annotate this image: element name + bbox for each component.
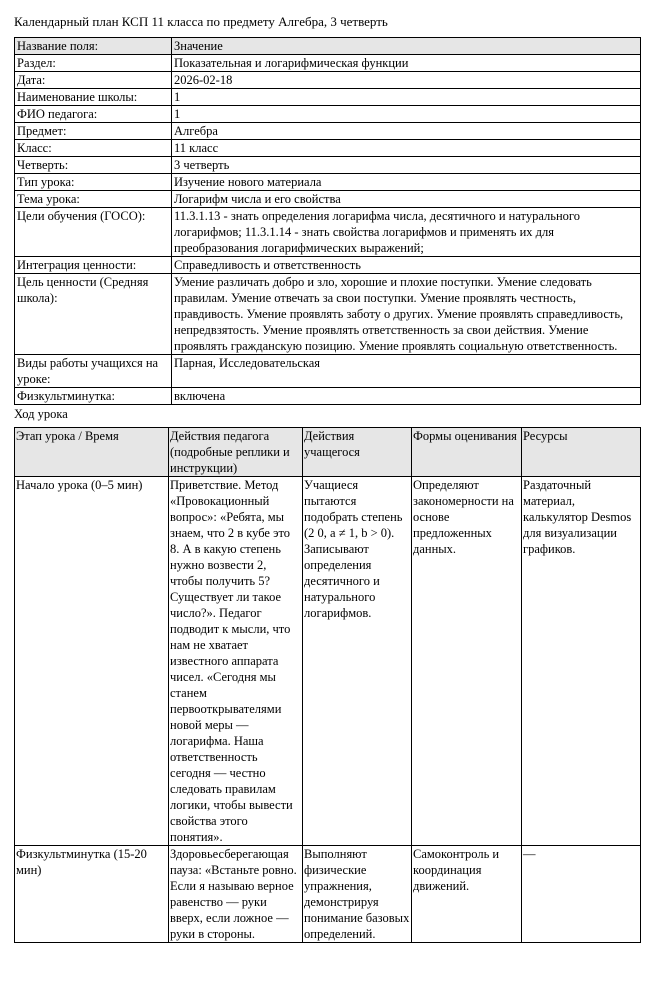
info-value: Логарифм числа и его свойства: [172, 191, 641, 208]
info-value: Умение различать добро и зло, хорошие и плохие поступки. Умение следовать правилам. Умение отвечать за свои поступки. Умение проявлять честность, правдивость. Умение проявлять заботу о других. Умение проявлять справедливость, непредвзятость. Умение проявлять ответственность за свои действия. Умение проявлять гражданскую позицию. Умение проявлять социальную ответственность.: [172, 274, 641, 355]
info-row: [15, 191, 641, 208]
info-value: 11.3.1.13 - знать определения логарифма числа, десятичного и натурального логарифмов; 11.3.1.14 - знать свойства логарифмов и применять их для преобразования логарифмических выражений;: [172, 208, 641, 257]
info-row: [15, 174, 641, 191]
info-row: [15, 388, 641, 405]
info-header-row: [15, 38, 641, 55]
info-label: Класс:: [15, 140, 172, 157]
plan-header-students: Действия учащегося: [303, 428, 412, 477]
plan-cell-stage: Физкультминутка (15-20 мин): [15, 846, 169, 943]
info-row: [15, 72, 641, 89]
info-row: [15, 140, 641, 157]
plan-cell-stage: Начало урока (0–5 мин): [15, 477, 169, 846]
plan-cell-resources: Раздаточный материал, калькулятор Desmos для визуализации графиков.: [522, 477, 641, 846]
plan-header-row: [15, 428, 641, 477]
info-label: Цель ценности (Средняя школа):: [15, 274, 172, 355]
info-row: [15, 257, 641, 274]
info-label: Дата:: [15, 72, 172, 89]
info-row: [15, 123, 641, 140]
info-label: Физкультминутка:: [15, 388, 172, 405]
lesson-info-table: [14, 37, 641, 405]
info-value: включена: [172, 388, 641, 405]
info-row: [15, 157, 641, 174]
info-label: Тема урока:: [15, 191, 172, 208]
plan-header-stage: Этап урока / Время: [15, 428, 169, 477]
info-value: 1: [172, 89, 641, 106]
info-row: [15, 355, 641, 388]
info-value: 3 четверть: [172, 157, 641, 174]
plan-cell-assessment: Определяют закономерности на основе предложенных данных.: [412, 477, 522, 846]
info-value: Показательная и логарифмическая функции: [172, 55, 641, 72]
plan-cell-resources: —: [522, 846, 641, 943]
plan-cell-teacher: Здоровьесберегающая пауза: «Встаньте ровно. Если я называю верное равенство — руки вверх, если ложное — руки в стороны.: [169, 846, 303, 943]
info-label: Цели обучения (ГОСО):: [15, 208, 172, 257]
lesson-section-title: Ход урока: [14, 407, 68, 421]
info-row: [15, 89, 641, 106]
plan-header-teacher: Действия педагога (подробные реплики и инструкции): [169, 428, 303, 477]
info-label: Наименование школы:: [15, 89, 172, 106]
info-row: [15, 274, 641, 355]
info-value: 2026-02-18: [172, 72, 641, 89]
info-label: Тип урока:: [15, 174, 172, 191]
document-title: Календарный план КСП 11 класса по предмету Алгебра, 3 четверть: [14, 14, 388, 29]
info-label: Четверть:: [15, 157, 172, 174]
info-label: Виды работы учащихся на уроке:: [15, 355, 172, 388]
info-value: Изучение нового материала: [172, 174, 641, 191]
info-row: [15, 106, 641, 123]
info-value: Алгебра: [172, 123, 641, 140]
lesson-plan-table: [14, 427, 641, 943]
info-value: Парная, Исследовательская: [172, 355, 641, 388]
plan-row: [15, 846, 641, 943]
info-label: Раздел:: [15, 55, 172, 72]
plan-row: [15, 477, 641, 846]
info-label: Предмет:: [15, 123, 172, 140]
info-row: [15, 208, 641, 257]
info-label: Интеграция ценности:: [15, 257, 172, 274]
info-header-value: Значение: [172, 38, 641, 55]
info-value: 1: [172, 106, 641, 123]
plan-cell-teacher: Приветствие. Метод «Провокационный вопрос»: «Ребята, мы знаем, что 2 в кубе это 8. А в какую степень нужно возвести 2, чтобы получить 5? Существует ли такое число?». Педагог подводит к мысли, что нам не хватает известного аппарата чисел. «Сегодня мы станем первооткрывателями новой меры — логарифма. Наша ответственность сегодня — честно следовать правилам логики, чтобы вывести свойства этого понятия».: [169, 477, 303, 846]
plan-header-resources: Ресурсы: [522, 428, 641, 477]
info-value: Справедливость и ответственность: [172, 257, 641, 274]
info-label: ФИО педагога:: [15, 106, 172, 123]
plan-cell-students: Учащиеся пытаются подобрать степень (2 0, a ≠ 1, b > 0). Записывают определения десятичного и натурального логарифмов.: [303, 477, 412, 846]
info-value: 11 класс: [172, 140, 641, 157]
plan-header-assessment: Формы оценивания: [412, 428, 522, 477]
plan-cell-students: Выполняют физические упражнения, демонстрируя понимание базовых определений.: [303, 846, 412, 943]
plan-cell-assessment: Самоконтроль и координация движений.: [412, 846, 522, 943]
info-row: [15, 55, 641, 72]
info-header-field: Название поля:: [15, 38, 172, 55]
